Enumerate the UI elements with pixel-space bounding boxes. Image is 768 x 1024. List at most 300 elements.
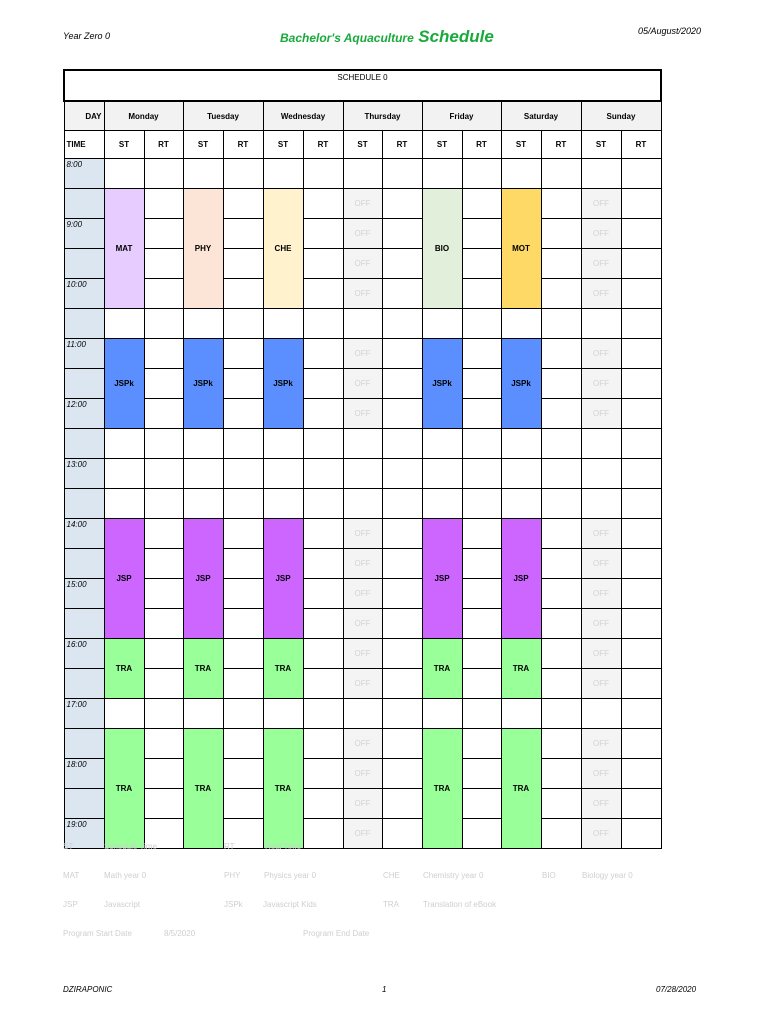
block-tra: TRA (422, 729, 462, 849)
table-row (64, 189, 661, 219)
cell (382, 669, 422, 699)
time-cell (64, 309, 104, 339)
cell (462, 609, 501, 639)
cell (144, 249, 183, 279)
cell (144, 219, 183, 249)
off-cell: OFF (581, 519, 621, 549)
footer-author: DZIRAPONIC (63, 985, 113, 994)
cell (263, 429, 303, 459)
cell (462, 399, 501, 429)
legend-bio-text: Biology year 0 (582, 871, 633, 880)
cell (144, 549, 183, 579)
table-row (64, 399, 661, 429)
cell (462, 489, 501, 519)
table-row (64, 249, 661, 279)
rt-header: RT (382, 131, 422, 159)
cell (462, 459, 501, 489)
table-row (64, 489, 661, 519)
cell (144, 159, 183, 189)
cell (303, 339, 343, 369)
time-cell: 9:00 (64, 219, 104, 249)
st-header: ST (104, 131, 144, 159)
cell (223, 189, 263, 219)
cell (541, 789, 581, 819)
cell (382, 189, 422, 219)
schedule-label: SCHEDULE 0 (64, 70, 661, 101)
cell (223, 279, 263, 309)
time-cell: 13:00 (64, 459, 104, 489)
cell (183, 429, 223, 459)
cell (382, 309, 422, 339)
cell (621, 609, 661, 639)
off-cell: OFF (581, 189, 621, 219)
day-tuesday: Tuesday (183, 101, 263, 131)
cell (621, 459, 661, 489)
cell (104, 459, 144, 489)
off-cell: OFF (343, 519, 382, 549)
cell (223, 399, 263, 429)
off-cell: OFF (343, 579, 382, 609)
cell (581, 699, 621, 729)
cell (223, 429, 263, 459)
legend-jsp-text: Javascript (104, 900, 141, 909)
cell (303, 489, 343, 519)
cell (462, 519, 501, 549)
time-cell: 15:00 (64, 579, 104, 609)
off-cell: OFF (343, 189, 382, 219)
table-row (64, 369, 661, 399)
cell (382, 789, 422, 819)
time-cell (64, 789, 104, 819)
cell (263, 489, 303, 519)
title-part1: Bachelor's Aquaculture (280, 31, 414, 45)
legend-mat-text: Math year 0 (104, 871, 147, 880)
st-header: ST (422, 131, 462, 159)
cell (621, 729, 661, 759)
block-tra: TRA (104, 639, 144, 699)
cell (303, 639, 343, 669)
off-cell: OFF (581, 219, 621, 249)
program-end-label: Program End Date (303, 929, 370, 938)
cell (183, 489, 223, 519)
cell (541, 249, 581, 279)
cell (621, 639, 661, 669)
time-cell (64, 369, 104, 399)
cell (104, 699, 144, 729)
cell (462, 699, 501, 729)
cell (541, 309, 581, 339)
off-cell: OFF (581, 759, 621, 789)
cell (382, 819, 422, 849)
cell (541, 609, 581, 639)
cell (382, 729, 422, 759)
cell (621, 549, 661, 579)
cell (541, 459, 581, 489)
cell (263, 459, 303, 489)
cell (382, 609, 422, 639)
block-mot: MOT (501, 189, 541, 309)
cell (144, 789, 183, 819)
table-row (64, 429, 661, 459)
cell (501, 699, 541, 729)
st-header: ST (183, 131, 223, 159)
program-start-label: Program Start Date (63, 929, 132, 938)
legend-jsp-abbr: JSP (63, 900, 78, 909)
program-start-value: 8/5/2020 (164, 929, 196, 938)
cell (343, 429, 382, 459)
table-row (64, 339, 661, 369)
rt-header: RT (541, 131, 581, 159)
cell (223, 609, 263, 639)
off-cell: OFF (343, 279, 382, 309)
cell (223, 579, 263, 609)
cell (104, 309, 144, 339)
table-row (64, 609, 661, 639)
cell (462, 429, 501, 459)
legend-mat-abbr: MAT (63, 871, 80, 880)
cell (541, 339, 581, 369)
block-jsp: JSP (183, 519, 223, 639)
cell (144, 309, 183, 339)
time-cell (64, 729, 104, 759)
legend-phy-abbr: PHY (224, 871, 241, 880)
footer-date: 07/28/2020 (656, 985, 697, 994)
off-cell: OFF (581, 339, 621, 369)
cell (343, 489, 382, 519)
cell (343, 159, 382, 189)
cell (621, 189, 661, 219)
cell (541, 579, 581, 609)
cell (223, 699, 263, 729)
cell (581, 429, 621, 459)
table-row (64, 219, 661, 249)
cell (541, 759, 581, 789)
cell (382, 279, 422, 309)
cell (382, 699, 422, 729)
table-row (64, 549, 661, 579)
cell (104, 429, 144, 459)
cell (581, 159, 621, 189)
cell (541, 279, 581, 309)
off-cell: OFF (581, 819, 621, 849)
cell (462, 159, 501, 189)
cell (422, 699, 462, 729)
cell (183, 459, 223, 489)
off-cell: OFF (581, 609, 621, 639)
day-monday: Monday (104, 101, 183, 131)
block-tra: TRA (422, 639, 462, 699)
time-cell (64, 489, 104, 519)
day-friday: Friday (422, 101, 501, 131)
cell (462, 279, 501, 309)
cell (621, 429, 661, 459)
cell (382, 219, 422, 249)
block-tra: TRA (183, 639, 223, 699)
cell (144, 609, 183, 639)
st-rt-header-row (64, 131, 661, 159)
cell (303, 399, 343, 429)
table-row (64, 789, 661, 819)
cell (541, 489, 581, 519)
table-row (64, 729, 661, 759)
legend-phy-text: Physics year 0 (264, 871, 317, 880)
cell (462, 309, 501, 339)
cell (422, 309, 462, 339)
off-cell: OFF (343, 729, 382, 759)
cell (343, 459, 382, 489)
block-jsp: JSP (104, 519, 144, 639)
off-cell: OFF (343, 669, 382, 699)
off-cell: OFF (343, 549, 382, 579)
cell (223, 459, 263, 489)
cell (303, 279, 343, 309)
cell (422, 459, 462, 489)
block-jsp: JSP (263, 519, 303, 639)
off-cell: OFF (581, 399, 621, 429)
cell (183, 699, 223, 729)
cell (144, 279, 183, 309)
cell (422, 489, 462, 519)
cell (263, 699, 303, 729)
cell (462, 729, 501, 759)
cell (144, 669, 183, 699)
cell (462, 669, 501, 699)
year-label: Year Zero 0 (63, 31, 111, 41)
off-cell: OFF (343, 249, 382, 279)
cell (462, 819, 501, 849)
cell (462, 339, 501, 369)
block-jsp: JSP (501, 519, 541, 639)
cell (621, 669, 661, 699)
off-cell: OFF (581, 789, 621, 819)
cell (462, 639, 501, 669)
cell (501, 429, 541, 459)
cell (621, 279, 661, 309)
block-tra: TRA (501, 639, 541, 699)
off-cell: OFF (581, 249, 621, 279)
time-cell: 12:00 (64, 399, 104, 429)
cell (581, 309, 621, 339)
cell (382, 639, 422, 669)
off-cell: OFF (343, 789, 382, 819)
cell (382, 519, 422, 549)
st-header: ST (581, 131, 621, 159)
block-tra: TRA (104, 729, 144, 849)
cell (223, 219, 263, 249)
time-cell (64, 429, 104, 459)
day-wednesday: Wednesday (263, 101, 343, 131)
off-cell: OFF (581, 729, 621, 759)
cell (621, 489, 661, 519)
block-jspk: JSPk (104, 339, 144, 429)
time-cell: 19:00 (64, 819, 104, 849)
legend-che-abbr: CHE (383, 871, 400, 880)
cell (303, 459, 343, 489)
cell (621, 759, 661, 789)
day-sunday: Sunday (581, 101, 661, 131)
cell (541, 219, 581, 249)
cell (303, 759, 343, 789)
cell (462, 369, 501, 399)
legend-tra-text: Translation of eBook (423, 900, 497, 909)
cell (621, 789, 661, 819)
cell (144, 339, 183, 369)
off-cell: OFF (343, 369, 382, 399)
cell (144, 399, 183, 429)
time-cell (64, 189, 104, 219)
cell (382, 339, 422, 369)
cell (541, 729, 581, 759)
st-header: ST (343, 131, 382, 159)
table-row (64, 279, 661, 309)
cell (144, 429, 183, 459)
legend-rt-abbr: RT (224, 842, 235, 851)
off-cell: OFF (581, 669, 621, 699)
cell (462, 789, 501, 819)
cell (541, 519, 581, 549)
cell (223, 339, 263, 369)
cell (303, 159, 343, 189)
legend-st-abbr: ST (63, 842, 74, 851)
cell (223, 789, 263, 819)
cell (621, 579, 661, 609)
cell (621, 309, 661, 339)
cell (621, 339, 661, 369)
off-cell: OFF (581, 279, 621, 309)
rt-header: RT (144, 131, 183, 159)
time-cell: 18:00 (64, 759, 104, 789)
legend-rt-text: Real Time (265, 842, 302, 851)
cell (541, 369, 581, 399)
off-cell: OFF (343, 219, 382, 249)
cell (263, 159, 303, 189)
time-cell: 11:00 (64, 339, 104, 369)
cell (223, 669, 263, 699)
cell (382, 759, 422, 789)
day-saturday: Saturday (501, 101, 581, 131)
time-cell (64, 249, 104, 279)
cell (144, 189, 183, 219)
time-cell (64, 609, 104, 639)
table-row (64, 309, 661, 339)
rt-header: RT (621, 131, 661, 159)
cell (541, 189, 581, 219)
cell (382, 489, 422, 519)
block-jspk: JSPk (263, 339, 303, 429)
block-che: CHE (263, 189, 303, 309)
cell (462, 249, 501, 279)
off-cell: OFF (343, 639, 382, 669)
schedule-table (63, 69, 662, 849)
cell (223, 249, 263, 279)
off-cell: OFF (343, 819, 382, 849)
block-tra: TRA (183, 729, 223, 849)
cell (223, 549, 263, 579)
cell (621, 219, 661, 249)
cell (541, 699, 581, 729)
off-cell: OFF (343, 339, 382, 369)
cell (104, 489, 144, 519)
cell (303, 519, 343, 549)
cell (501, 309, 541, 339)
cell (183, 159, 223, 189)
rt-header: RT (303, 131, 343, 159)
cell (223, 519, 263, 549)
day-thursday: Thursday (343, 101, 422, 131)
cell (303, 789, 343, 819)
day-header-row (64, 101, 661, 131)
table-row (64, 459, 661, 489)
block-jspk: JSPk (501, 339, 541, 429)
cell (303, 309, 343, 339)
cell (144, 729, 183, 759)
cell (621, 159, 661, 189)
table-row (64, 759, 661, 789)
cell (462, 219, 501, 249)
cell (382, 579, 422, 609)
cell (581, 489, 621, 519)
legend-jspk-abbr: JSPk (224, 900, 243, 909)
block-mat: MAT (104, 189, 144, 309)
cell (303, 819, 343, 849)
time-cell: 16:00 (64, 639, 104, 669)
block-jspk: JSPk (422, 339, 462, 429)
rt-header: RT (462, 131, 501, 159)
cell (422, 429, 462, 459)
cell (382, 159, 422, 189)
time-cell: 17:00 (64, 699, 104, 729)
footer-page-number: 1 (382, 985, 387, 994)
cell (223, 639, 263, 669)
rt-header: RT (223, 131, 263, 159)
cell (462, 579, 501, 609)
st-header: ST (501, 131, 541, 159)
cell (382, 459, 422, 489)
cell (144, 489, 183, 519)
time-cell (64, 549, 104, 579)
cell (144, 579, 183, 609)
off-cell: OFF (581, 549, 621, 579)
table-row (64, 579, 661, 609)
day-label: DAY (64, 101, 104, 131)
cell (303, 189, 343, 219)
cell (144, 369, 183, 399)
cell (541, 549, 581, 579)
cell (343, 309, 382, 339)
cell (581, 459, 621, 489)
cell (223, 309, 263, 339)
off-cell: OFF (581, 579, 621, 609)
page-title (280, 27, 494, 47)
cell (541, 669, 581, 699)
table-row (64, 519, 661, 549)
cell (462, 189, 501, 219)
block-tra: TRA (263, 729, 303, 849)
table-row (64, 699, 661, 729)
cell (621, 369, 661, 399)
block-jsp: JSP (422, 519, 462, 639)
cell (382, 429, 422, 459)
cell (303, 429, 343, 459)
cell (541, 159, 581, 189)
cell (223, 489, 263, 519)
cell (183, 309, 223, 339)
legend-st-text: Schedule Time (104, 842, 157, 851)
st-header: ST (263, 131, 303, 159)
cell (621, 399, 661, 429)
block-tra: TRA (501, 729, 541, 849)
cell (303, 699, 343, 729)
